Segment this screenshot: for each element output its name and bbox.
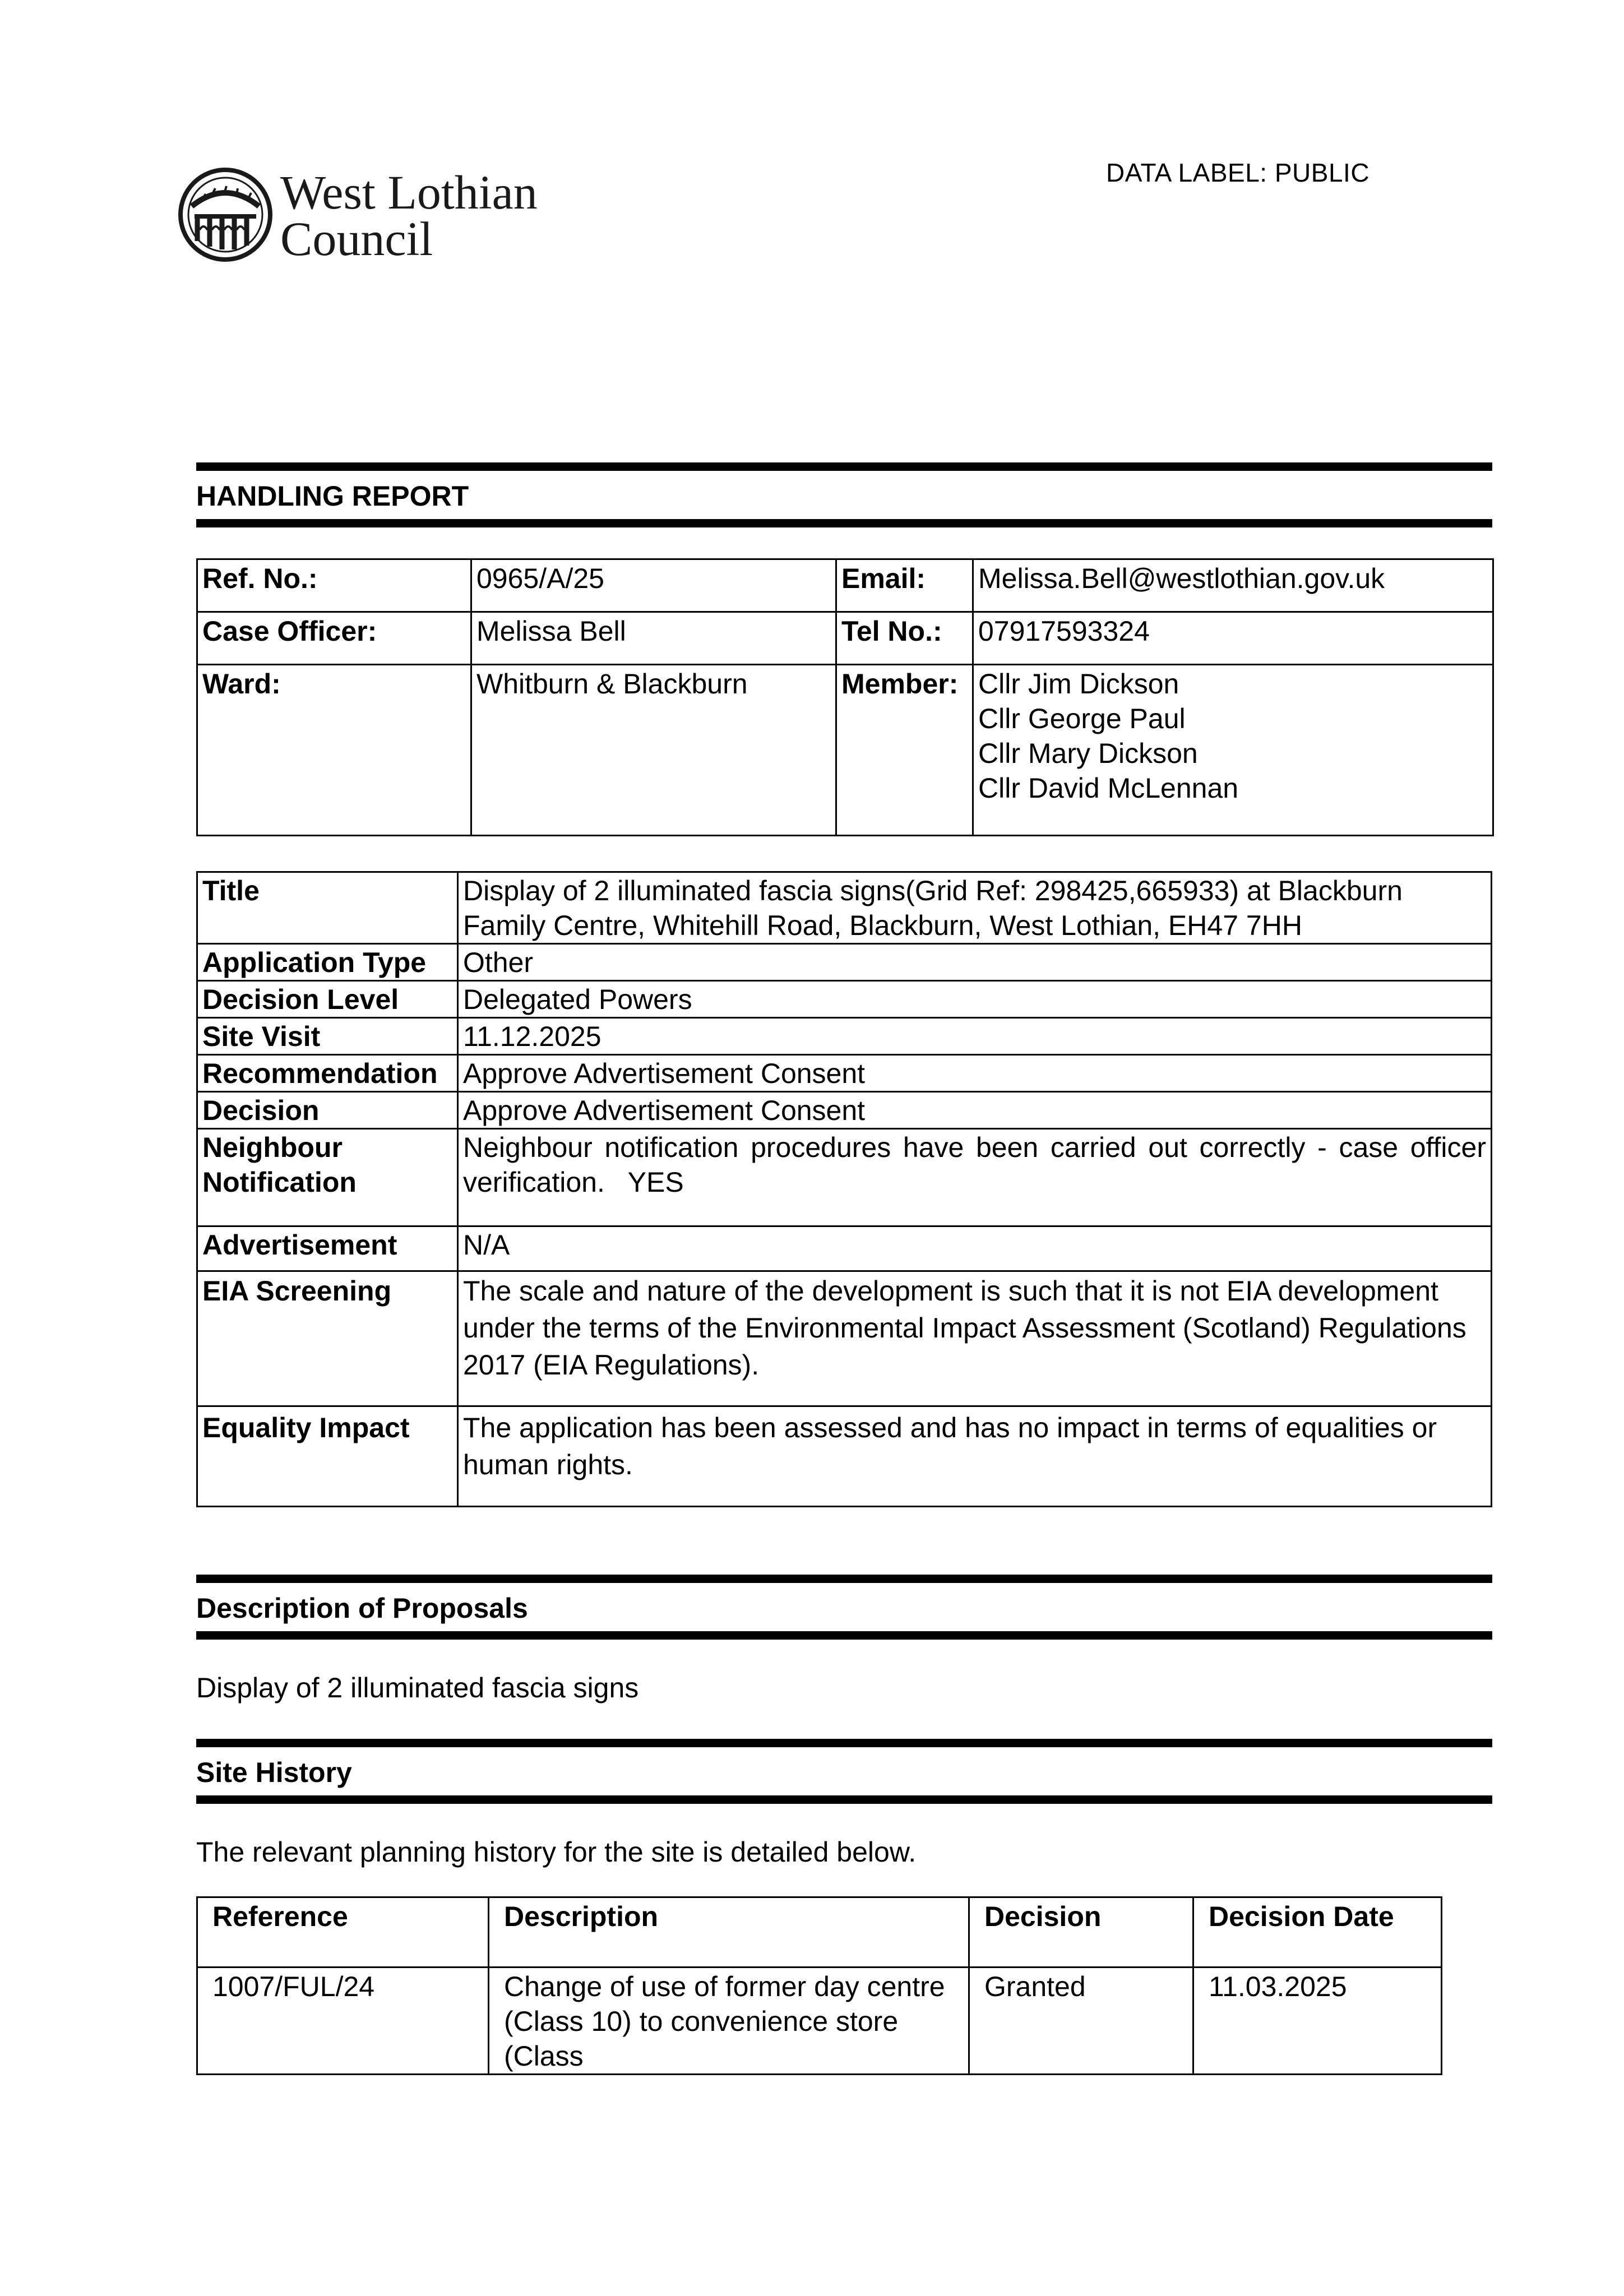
detail-label: Advertisement <box>197 1226 458 1271</box>
history-header: Description <box>489 1897 969 1968</box>
table-row <box>197 1968 1442 2075</box>
summary-row-ref <box>197 559 1493 612</box>
member-name: Cllr George Paul <box>978 703 1186 734</box>
site-history-table <box>196 1896 1442 2075</box>
history-header: Decision Date <box>1193 1897 1442 1968</box>
detail-row-decision <box>197 1092 1492 1129</box>
detail-row-site-visit <box>197 1018 1492 1055</box>
detail-value: Neighbour notification procedures have been carried out correctly - case officer verification. YES <box>458 1129 1492 1226</box>
email-label: Email: <box>836 559 973 612</box>
report-content <box>196 462 1492 2075</box>
member-name: Cllr Mary Dickson <box>978 738 1198 769</box>
site-history-intro: The relevant planning history for the site is detailed below. <box>196 1836 917 1868</box>
history-cell: Change of use of former day centre (Class 10) to convenience store (Class <box>489 1968 969 2075</box>
viaduct-emblem-icon <box>175 163 556 269</box>
detail-value: Approve Advertisement Consent <box>458 1055 1492 1092</box>
detail-value: Delegated Powers <box>458 981 1492 1018</box>
history-header: Decision <box>969 1897 1193 1968</box>
council-logo <box>175 163 556 269</box>
history-cell: 11.03.2025 <box>1193 1968 1442 2075</box>
detail-value: 11.12.2025 <box>458 1018 1492 1055</box>
email-value: Melissa.Bell@westlothian.gov.uk <box>973 559 1493 612</box>
details-table <box>196 871 1492 1507</box>
detail-label: Title <box>197 872 458 944</box>
detail-row-title <box>197 872 1492 944</box>
detail-label: Neighbour Notification <box>197 1129 458 1226</box>
detail-value: The scale and nature of the development is such that it is not EIA development under the terms of the Environmental Impact Assessment (Scotland) Regulations 2017 (EIA Regulations). <box>458 1271 1492 1406</box>
detail-value: Display of 2 illuminated fascia signs(Grid Ref: 298425,665933) at Blackburn Family Centre, Whitehill Road, Blackburn, West Lothian, EH47 7HH <box>458 872 1492 944</box>
data-label: DATA LABEL: PUBLIC <box>1106 158 1370 187</box>
detail-label: Application Type <box>197 944 458 981</box>
logo-text-line1: West Lothian <box>280 165 538 219</box>
ward-label: Ward: <box>197 665 471 836</box>
ref-label: Ref. No.: <box>197 559 471 612</box>
ref-value: 0965/A/25 <box>471 559 836 612</box>
tel-label: Tel No.: <box>836 612 973 665</box>
detail-value: Approve Advertisement Consent <box>458 1092 1492 1129</box>
detail-value: The application has been assessed and has no impact in terms of equalities or human rights. <box>458 1406 1492 1507</box>
case-officer-label: Case Officer: <box>197 612 471 665</box>
member-label: Member: <box>836 665 973 836</box>
detail-row-decision-level <box>197 981 1492 1018</box>
summary-row-officer <box>197 612 1493 665</box>
history-cell: 1007/FUL/24 <box>197 1968 489 2075</box>
detail-label: EIA Screening <box>197 1271 458 1406</box>
summary-row-ward <box>197 665 1493 836</box>
tel-value: 07917593324 <box>973 612 1493 665</box>
ward-value: Whitburn & Blackburn <box>471 665 836 836</box>
detail-row-recommendation <box>197 1055 1492 1092</box>
detail-row-advertisement <box>197 1226 1492 1271</box>
member-list <box>973 665 1493 836</box>
case-officer-value: Melissa Bell <box>471 612 836 665</box>
detail-row-neighbour-notification <box>197 1129 1492 1226</box>
history-header: Reference <box>197 1897 489 1968</box>
detail-row-equality-impact <box>197 1406 1492 1507</box>
handling-report-heading: HANDLING REPORT <box>196 462 1492 527</box>
summary-table <box>196 558 1494 836</box>
detail-row-eia-screening <box>197 1271 1492 1406</box>
site-history-heading: Site History <box>196 1739 1492 1804</box>
detail-label: Equality Impact <box>197 1406 458 1507</box>
logo-text-line2: Council <box>280 212 433 266</box>
detail-row-application-type <box>197 944 1492 981</box>
member-name: Cllr Jim Dickson <box>978 668 1179 700</box>
detail-label: Recommendation <box>197 1055 458 1092</box>
description-text: Display of 2 illuminated fascia signs <box>196 1672 639 1704</box>
detail-value: N/A <box>458 1226 1492 1271</box>
detail-label: Site Visit <box>197 1018 458 1055</box>
detail-label: Decision <box>197 1092 458 1129</box>
member-name: Cllr David McLennan <box>978 772 1239 804</box>
history-cell: Granted <box>969 1968 1193 2075</box>
history-header-row <box>197 1897 1442 1968</box>
detail-label: Decision Level <box>197 981 458 1018</box>
description-heading: Description of Proposals <box>196 1575 1492 1640</box>
detail-value: Other <box>458 944 1492 981</box>
